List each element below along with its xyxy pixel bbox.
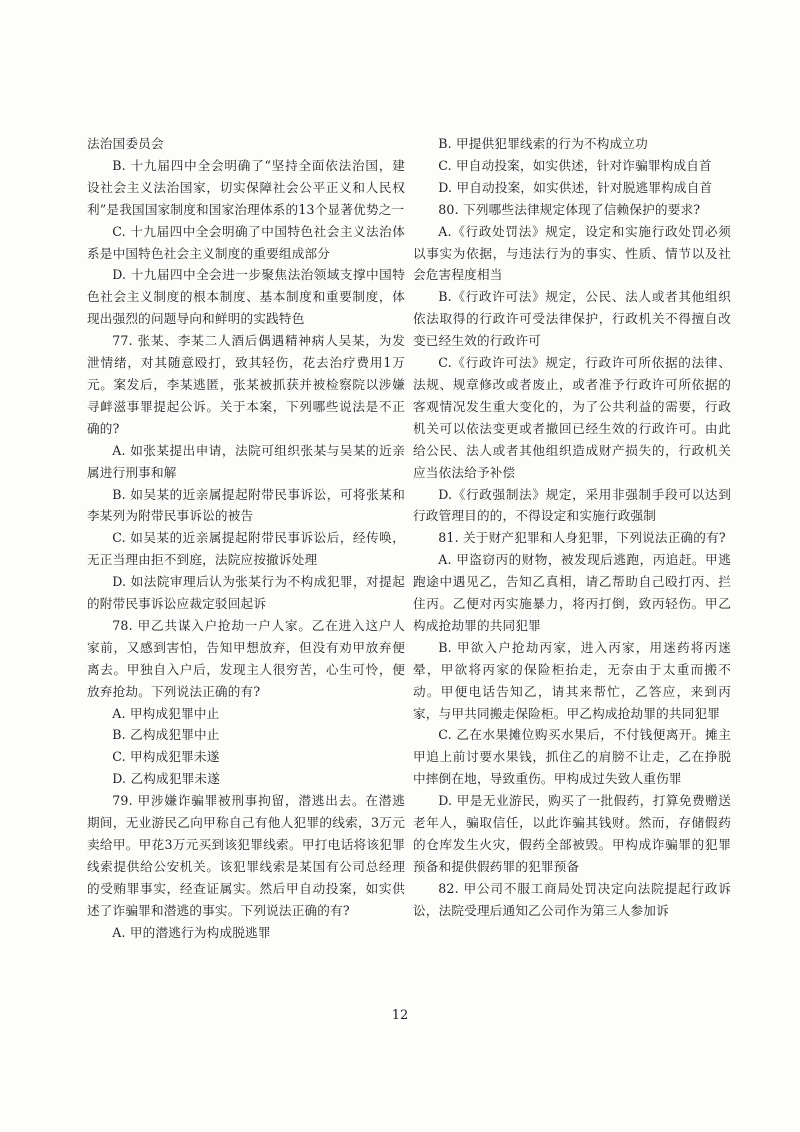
paragraph: 79. 甲涉嫌诈骗罪被刑事拘留，潜逃出去。在潜逃期间，无业游民乙向甲称自己有他人犯罪的线索，3万元卖给甲。甲花3万元买到该犯罪线索。甲打电话将该犯罪线索提供给公安机关。该犯罪线索是某国有公司总经理的受贿罪事实，经查证属实。然后甲自动投案，如实供述了诈骗罪和潜逃的事实。下列说法正确的有? bbox=[87, 793, 405, 918]
paragraph: B. 乙构成犯罪中止 bbox=[112, 727, 220, 743]
paragraph: D. 乙构成犯罪未遂 bbox=[112, 771, 220, 787]
paragraph: A.《行政处罚法》规定，设定和实施行政处罚必须以事实为依据，与违法行为的事实、性质、情节以及社会危害程度相当 bbox=[413, 223, 731, 283]
paragraph: 82. 甲公司不服工商局处罚决定向法院提起行政诉讼，法院受理后通知乙公司作为第三人参加诉 bbox=[413, 880, 731, 918]
paragraph: A. 如张某提出申请，法院可组织张某与吴某的近亲属进行刑事和解 bbox=[87, 442, 405, 480]
paragraph: C. 乙在水果摊位购买水果后，不付钱便离开。摊主甲追上前讨要水果钱，抓住乙的肩膀不让走，乙在挣脱中摔倒在地，导致重伤。甲构成过失致人重伤罪 bbox=[413, 727, 731, 787]
paragraph: 78. 甲乙共谋入户抢劫一户人家。乙在进入这户人家前，又感到害怕，告知甲想放弃，但没有劝甲放弃便离去。甲独自入户后，发现主人很穷苦，心生可怜，便放弃抢劫。下列说法正确的有? bbox=[87, 617, 405, 699]
paragraph: C. 甲构成犯罪未遂 bbox=[112, 749, 220, 765]
paragraph: 81. 关于财产犯罪和人身犯罪，下列说法正确的有? bbox=[438, 530, 726, 546]
paragraph: C. 如吴某的近亲属提起附带民事诉讼后，经传唤，无正当理由拒不到庭，法院应按撤诉处理 bbox=[87, 530, 405, 568]
paragraph: 法治国委员会 bbox=[87, 136, 164, 151]
paragraph: 80. 下列哪些法律规定体现了信赖保护的要求? bbox=[438, 201, 701, 217]
paragraph: D. 如法院审理后认为张某行为不构成犯罪，对提起的附带民事诉讼应裁定驳回起诉 bbox=[87, 574, 405, 612]
left-text-column bbox=[87, 133, 405, 944]
paragraph: D. 甲自动投案，如实供述，针对脱逃罪构成自首 bbox=[438, 179, 713, 195]
paragraph: C.《行政许可法》规定，行政许可所依据的法律、法规、规章修改或者废止，或者准予行政许可所依据的客观情况发生重大变化的，为了公共利益的需要，行政机关可以依法变更或者撤回已经生效的行政许可。由此给公民、法人或者其他组织造成财产损失的，行政机关应当依法给予补偿 bbox=[413, 355, 731, 480]
paragraph: B. 甲提供犯罪线索的行为不构成立功 bbox=[438, 136, 648, 151]
page-number: 12 bbox=[391, 1008, 409, 1023]
paragraph: B. 如吴某的近亲属提起附带民事诉讼，可将张某和李某列为附带民事诉讼的被告 bbox=[87, 486, 405, 524]
paragraph: D. 甲是无业游民，购买了一批假药，打算免费赠送老年人，骗取信任，以此诈骗其钱财。然而，存储假药的仓库发生火灾，假药全部被毁。甲构成诈骗罪的犯罪预备和提供假药罪的犯罪预备 bbox=[413, 793, 731, 874]
paragraph: D.《行政强制法》规定，采用非强制手段可以达到行政管理目的的，不得设定和实施行政强制 bbox=[413, 486, 731, 524]
paragraph: 77. 张某、李某二人酒后偶遇精神病人吴某，为发泄情绪，对其随意殴打，致其轻伤，花去治疗费用1万元。案发后，李某逃匿，张某被抓获并被检察院以涉嫌寻衅滋事罪提起公诉。关于本案，下列哪些说法是不正确的? bbox=[87, 333, 405, 436]
paragraph: A. 甲盗窃丙的财物，被发现后逃跑，丙追赶。甲逃跑途中遇见乙，告知乙真相，请乙帮助自己殴打丙、拦住丙。乙便对丙实施暴力，将丙打倒，致丙轻伤。甲乙构成抢劫罪的共同犯罪 bbox=[413, 552, 731, 633]
paragraph: A. 甲构成犯罪中止 bbox=[112, 705, 220, 721]
paragraph: B. 甲欲入户抢劫丙家，进入丙家，用迷药将丙迷晕，甲欲将丙家的保险柜抬走，无奈由于太重而搬不动。甲便电话告知乙，请其来帮忙，乙答应，来到丙家，与甲共同搬走保险柜。甲乙构成抢劫罪的共同犯罪 bbox=[413, 639, 731, 721]
paragraph: C. 十九届四中全会明确了中国特色社会主义法治体系是中国特色社会主义制度的重要组成部分 bbox=[87, 223, 405, 261]
paragraph: C. 甲自动投案，如实供述，针对诈骗罪构成自首 bbox=[438, 157, 712, 173]
paragraph: A. 甲的潜逃行为构成脱逃罪 bbox=[112, 924, 271, 940]
paragraph: B.《行政许可法》规定，公民、法人或者其他组织依法取得的行政许可受法律保护，行政机关不得擅自改变已经生效的行政许可 bbox=[413, 289, 731, 349]
right-text-column bbox=[413, 133, 731, 922]
paragraph: B. 十九届四中全会明确了“坚持全面依法治国，建设社会主义法治国家，切实保障社会公平正义和人民权利”是我国国家制度和国家治理体系的13个显著优势之一 bbox=[87, 157, 405, 217]
paragraph: D. 十九届四中全会进一步聚焦法治领域支撑中国特色社会主义制度的根本制度、基本制度和重要制度，体现出强烈的问题导向和鲜明的实践特色 bbox=[87, 267, 405, 327]
